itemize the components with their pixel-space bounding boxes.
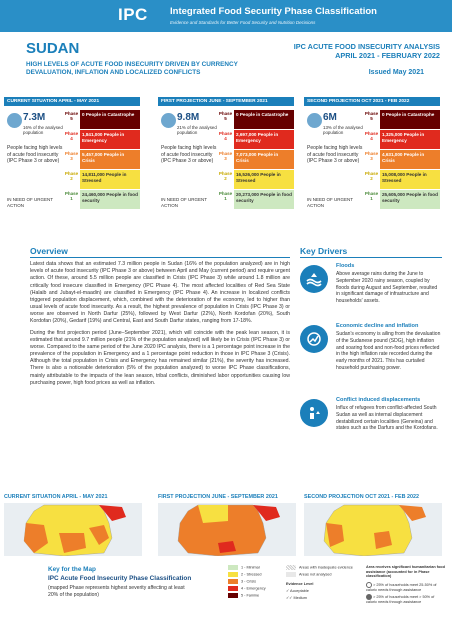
phase-value: 1,841,000 People in Emergency — [80, 130, 140, 149]
issued-date: Issued May 2021 — [368, 69, 424, 76]
driver-title: Conflict induced displacements — [336, 397, 421, 403]
phase-label: Phase 2 — [218, 171, 233, 181]
phase-label: Phase 4 — [364, 131, 379, 141]
facing-text: People facing high levels of acute food insecurity (IPC Phase 3 or above) — [161, 145, 217, 164]
legend-label: 1 - Minimal — [241, 565, 260, 570]
headline-number: 6M — [323, 112, 337, 123]
phase-label: Phase 3 — [64, 151, 79, 161]
assistance-title: Area receives significant humanitarian food assistance (accounted for in Phase classification) — [366, 565, 445, 579]
legend-swatch — [228, 565, 238, 570]
phase-label: Phase 5 — [364, 111, 379, 121]
phase-label: Phase 1 — [218, 191, 233, 201]
panel-heading: FIRST PROJECTION JUNE - SEPTEMBER 2021 — [158, 97, 294, 106]
overview-heading: Overview — [30, 246, 68, 256]
overview-paragraph: Latest data shows that an estimated 7.3 million people in Sudan (16% of the population analyzed) are in high levels of acute food insecurity (IPC Phase 3 or above) between April and May (current period) and require urgent action. Of these, around 5.5 million people are classified in Crisis (IPC Phase 3) while around 1.8 million are critically food insecure classified in Emergency (IPC Phase 4). The most affected localities of Red Sea State (Halaib and Jubayt-el-maadin) are classified in Emergency (IPC Phase 4). An increase in localized conflicts triggered population displacement, which, combined with the deterioration of the economy, led to higher than usual levels of acute food insecurity. As a result, the highest prevalence of population in Crisis (IPC Phase 3) or worse are observed in North Darfur (25%), followed by West Darfur (22%), North Kordofan (20%), South Kordofan (20%), Gedarif (19%) and Central, East and South Darfur states, ranging from 17-18%. — [30, 261, 290, 325]
population-icon — [161, 113, 176, 128]
legend-swatch — [228, 593, 238, 598]
header-tagline: Evidence and Standards for Better Food Security and Nutrition Decisions — [170, 20, 316, 25]
legend-item — [228, 593, 288, 600]
map-title: FIRST PROJECTION JUNE - SEPTEMBER 2021 — [158, 494, 278, 500]
phase-row — [218, 170, 294, 189]
flood-icon — [300, 265, 328, 293]
phase-label: Phase 5 — [218, 111, 233, 121]
legend-label: Areas not analysed — [299, 572, 332, 577]
phase-row — [218, 130, 294, 149]
urgent-action-text: IN NEED OF URGENT ACTION — [307, 197, 353, 208]
driver-floods — [300, 263, 442, 321]
panel-first-projection — [158, 97, 294, 231]
evidence-legend — [286, 565, 353, 603]
legend-label: Medium — [293, 596, 307, 600]
phase-label: Phase 3 — [364, 151, 379, 161]
urgent-action-text: IN NEED OF URGENT ACTION — [161, 197, 207, 208]
phase-row — [364, 150, 440, 169]
percent-analysed: 16% of the analysed population — [23, 125, 63, 136]
phase-value: 24,460,000 People in food security — [80, 190, 140, 209]
phase-label: Phase 2 — [364, 171, 379, 181]
check-icon: ✓ — [286, 589, 290, 593]
map-key-subtitle: IPC Acute Food Insecurity Phase Classification — [48, 575, 192, 582]
panel-current — [4, 97, 140, 231]
panel-heading: CURRENT SITUATION APRIL - MAY 2021 — [4, 97, 140, 106]
legend-item — [228, 579, 288, 586]
phase-label: Phase 4 — [64, 131, 79, 141]
panel-heading: SECOND PROJECTION OCT 2021 - FEB 2022 — [304, 97, 440, 106]
driver-title: Floods — [336, 263, 355, 269]
phase-value: 0 People in Catastrophe — [380, 110, 440, 129]
legend-label: > 25% of households meet 25-50% of caloric needs through assistance — [366, 582, 437, 592]
phase-list — [218, 110, 294, 210]
header-bar — [0, 0, 452, 32]
analysis-line-2: APRIL 2021 - FEBRUARY 2022 — [335, 50, 440, 60]
phase-row — [364, 130, 440, 149]
legend-label: 2 - Stressed — [241, 572, 262, 577]
phase-label: Phase 1 — [364, 191, 379, 201]
map-key-title: Key for the Map — [48, 566, 96, 573]
assistance-legend — [366, 565, 446, 605]
legend-swatch — [286, 572, 296, 577]
assistance-item — [366, 594, 446, 605]
phase-row — [218, 110, 294, 129]
phase-label: Phase 1 — [64, 191, 79, 201]
phase-label: Phase 5 — [64, 111, 79, 121]
legend-label: 4 - Emergency — [241, 586, 266, 591]
legend-swatch — [228, 586, 238, 591]
phase-row — [218, 150, 294, 169]
facing-text: People facing high levels of acute food insecurity (IPC Phase 3 or above) — [307, 145, 363, 164]
drivers-divider — [300, 257, 442, 258]
phase-row — [64, 190, 140, 209]
key-drivers-heading: Key Drivers — [300, 246, 348, 256]
urgent-action-text: IN NEED OF URGENT ACTION — [7, 197, 53, 208]
legend-item — [286, 572, 340, 579]
phase-row — [364, 110, 440, 129]
legend-item — [228, 586, 288, 593]
map-key-note: (mapped Phase represents highest severity affecting at least 20% of the population) — [48, 585, 185, 598]
evidence-level-label: Evidence Level — [286, 582, 314, 586]
headline-number: 7.3M — [23, 112, 46, 123]
phase-value: 15,008,000 People in Stressed — [380, 170, 440, 189]
report-subtitle: HIGH LEVELS OF ACUTE FOOD INSECURITY DRIVEN BY CURRENCY DEVALUATION, INFLATION AND LOCALIZED CONFLICTS — [26, 61, 238, 76]
phase-row — [64, 150, 140, 169]
analysis-title — [294, 43, 440, 61]
map-current — [4, 503, 142, 556]
facing-text: People facing high levels of acute food insecurity (IPC Phase 3 or above) — [7, 145, 63, 164]
panel-second-projection — [304, 97, 440, 231]
legend-label: Areas with inadequate evidence — [299, 565, 353, 570]
phase-value: 14,811,000 People in Stressed — [80, 170, 140, 189]
phase-value: 0 People in Catastrophe — [80, 110, 140, 129]
phase-value: 4,631,000 People in Crisis — [380, 150, 440, 169]
assistance-item — [366, 582, 446, 593]
legend-item — [286, 589, 340, 596]
phase-value: 16,526,000 People in Stressed — [234, 170, 294, 189]
phase-label: Phase 3 — [218, 151, 233, 161]
legend-item — [228, 565, 288, 572]
legend-swatch — [228, 572, 238, 577]
percent-analysed: 21% of the analysed population — [177, 125, 217, 136]
percent-analysed: 13% of the analysed population — [323, 125, 363, 136]
legend-label: Acceptable — [290, 589, 309, 593]
phase-value: 25,605,000 People in food security — [380, 190, 440, 209]
legend-item — [228, 572, 288, 579]
phase-label: Phase 4 — [218, 131, 233, 141]
legend-item — [286, 596, 340, 603]
phase-legend — [228, 565, 288, 600]
phase-row — [364, 190, 440, 209]
phase-value: 20,273,000 People in food security — [234, 190, 294, 209]
overview-divider — [30, 257, 290, 258]
displacement-icon — [300, 399, 328, 427]
analysis-line-1: IPC ACUTE FOOD INSECURITY ANALYSIS — [293, 42, 440, 51]
phase-label: Phase 2 — [64, 171, 79, 181]
driver-economy — [300, 323, 442, 403]
legend-swatch — [286, 565, 296, 570]
map-first-projection — [158, 503, 296, 556]
headline-number: 9.8M — [177, 112, 200, 123]
phase-row — [64, 110, 140, 129]
phase-row — [64, 170, 140, 189]
driver-text: Influx of refugees from conflict-affected South Sudan as well as internal displacement destabilized certain localities (Geneina) and states such as the Darfurs and the Kordofans. — [336, 405, 438, 432]
map-title: CURRENT SITUATION APRIL - MAY 2021 — [4, 494, 108, 500]
phase-value: 7,073,000 People in Crisis — [234, 150, 294, 169]
phase-list — [64, 110, 140, 210]
driver-text: Above average rains during the June to September 2020 rainy season, coupled by floods during August and September, resulted in significant damage of infrastructure and households' assets. — [336, 271, 438, 304]
phase-list — [364, 110, 440, 210]
map-second-projection — [304, 503, 442, 556]
map-title: SECOND PROJECTION OCT 2021 - FEB 2022 — [304, 494, 420, 500]
phase-value: 2,697,000 People in Emergency — [234, 130, 294, 149]
driver-title: Economic decline and inflation — [336, 323, 419, 329]
overview-paragraph: During the first projection period (June–September 2021), which will coincide with the peak lean season, it is estimated that around 9.7 million people (21% of the population analyzed) will likely be in Crisis (IPC Phase 3) or worse. Compared to the same period of the June 2020 IPC analysis, there is a 1 percentage point increase in the prevalence of the population in Emergency and a 1 percentage point reduction in those in IPC Phase 3 (Crisis). Although the total population in Crisis and Emergency has remained similar (21%), the severity has increased. There is also a noticeable deterioration (5% of the population analyzed) to worse IPC Phase classifications, mainly attributable to the impacts of the lean season, tribal conflicts, diminished labor opportunities causing low purchasing power, high food prices as well as inflation. — [30, 329, 290, 386]
driver-displacement — [300, 397, 442, 477]
phase-row — [64, 130, 140, 149]
check-icon: ✓✓ — [286, 596, 293, 600]
phase-value: 1,325,000 People in Emergency — [380, 130, 440, 149]
driver-text: Sudan's economy is ailing from the devaluation of the Sudanese pound (SDG), high inflation and soaring food and non-food prices reflected in the high inflation rate recorded during the early months of 2021. This has curtailed household purchasing power. — [336, 331, 441, 371]
legend-label: 5 - Famine — [241, 593, 260, 598]
country-title: SUDAN — [26, 40, 80, 57]
population-icon — [307, 113, 322, 128]
legend-label: > 25% of households meet > 50% of caloric needs through assistance — [366, 595, 435, 605]
legend-item — [286, 565, 353, 572]
phase-value: 0 People in Catastrophe — [234, 110, 294, 129]
population-icon — [7, 113, 22, 128]
legend-swatch — [228, 579, 238, 584]
legend-label: 3 - Crisis — [241, 579, 256, 584]
overview-body — [30, 261, 290, 391]
phase-value: 5,457,000 People in Crisis — [80, 150, 140, 169]
ipc-logo: IPC — [118, 5, 148, 24]
phase-row — [218, 190, 294, 209]
economy-icon — [300, 325, 328, 353]
header-title: Integrated Food Security Phase Classification — [170, 6, 377, 17]
phase-row — [364, 170, 440, 189]
